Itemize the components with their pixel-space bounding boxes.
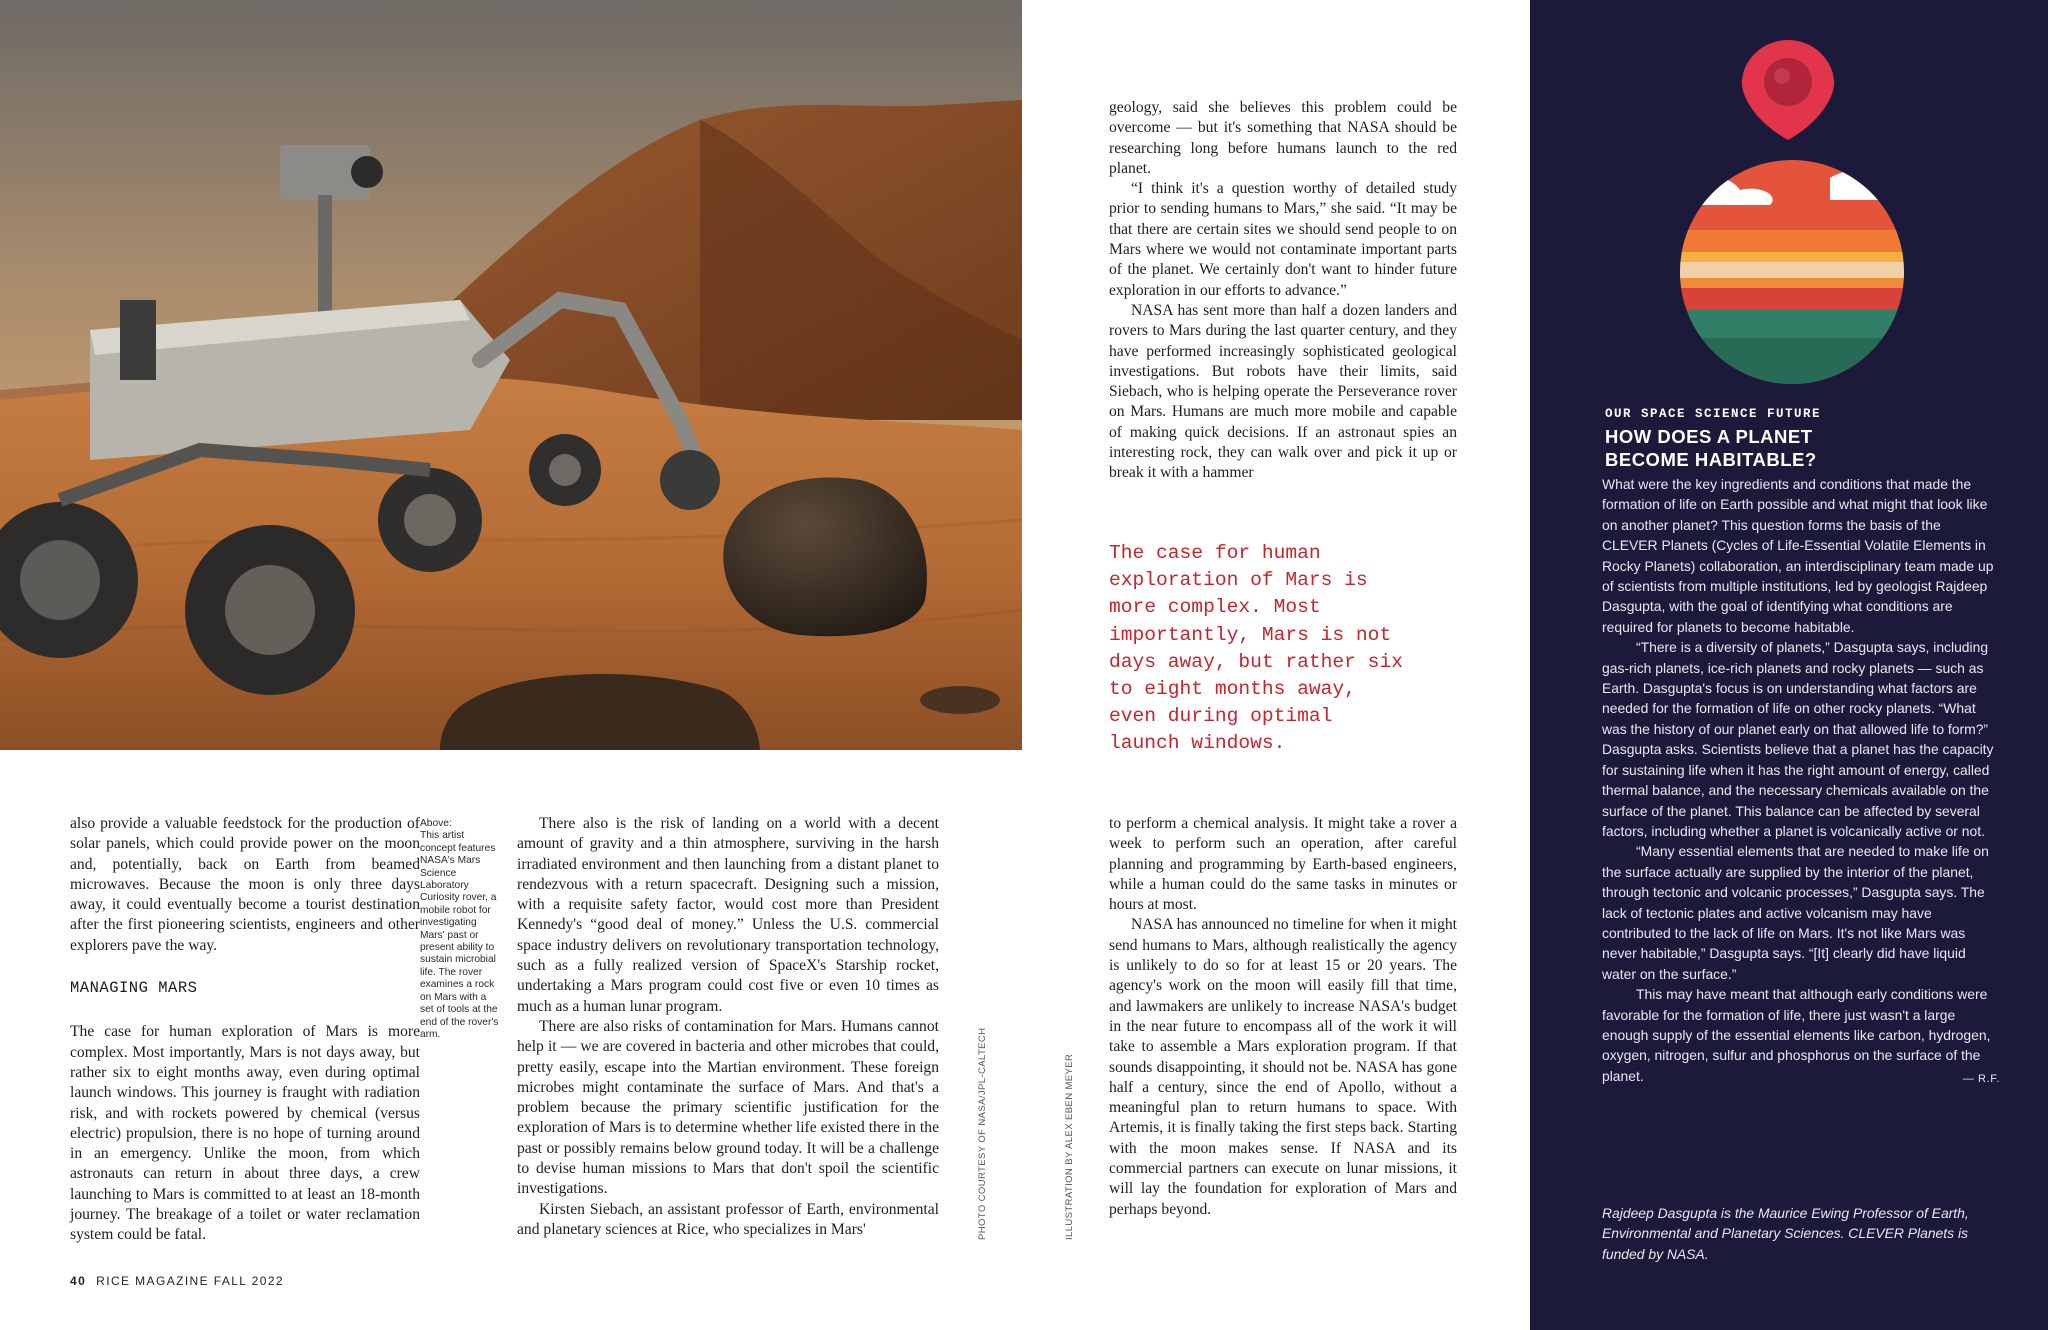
paragraph: “There is a diversity of planets,” Dasgupta says, including gas-rich planets, ice-rich planets and rocky planets — such as Earth. Dasgupta's focus is on understanding what factors are needed for the formation of life on other rocky planets. “What was the history of our planet early on that allowed life to form?” Dasgupta asks. Scientists believe that a planet has the capacity for sustaining life when it has the right amount of energy, called thermal balance, and the necessary chemicals available on the surface of the planet. This balance can be affected by several factors, including whether a planet is volcanically active or not. — [1602, 639, 1994, 839]
paragraph: NASA has sent more than half a dozen landers and rovers to Mars during the last quarter century, and they have performed increasingly sophisticated geological investigations. But robots have their limits, said Siebach, who is helping operate the Perseverance rover on Mars. Humans are much more mobile and capable of making quick decisions. If an astronaut spies an interesting rock, they can walk over and pick it up or break it with a hammer — [1109, 301, 1457, 482]
paragraph: geology, said she believes this problem could be overcome — but it's something that NASA should be researching long before humans launch to the red planet. — [1109, 99, 1457, 177]
sidebar-title-line: HOW DOES A PLANET — [1605, 426, 1813, 447]
rover-photo — [0, 0, 1022, 750]
paragraph: “Many essential elements that are needed to make life on the surface actually are supplied by the interior of the planet, through tectonic and volcanic processes,” Dasgupta says. The lack of tectonic plates and active volcanism may have contributed to the lack of life on Mars. It's not like Mars was never habitable,” Dasgupta says. “[It] clearly did have liquid water on the surface.” — [1602, 843, 1989, 982]
sidebar-bio: Rajdeep Dasgupta is the Maurice Ewing Professor of Earth, Environmental and Planetary Sciences. CLEVER Planets is funded by NASA. — [1602, 1205, 1969, 1262]
map-pin-icon — [1742, 40, 1834, 140]
publication-name: RICE MAGAZINE FALL 2022 — [96, 1274, 284, 1288]
caption-text: This artist concept features NASA's Mars Science Laboratory Curiosity rover, a mobile robot for investigating Mars' past or present ability to sustain microbial life. The rover examines a rock on Mars with a set of tools at the end of the rover's arm. — [420, 830, 499, 1040]
photo-credit: PHOTO COURTESY OF NASA/JPL-CALTECH — [977, 1027, 988, 1240]
paragraph: also provide a valuable feedstock for the production of solar panels, which could provide power on the moon and, potentially, back on Earth from beamed microwaves. Because the moon is only three days away, it could eventually become a tourist destination after the first pioneering scientists, engineers and other explorers pave the way. — [70, 815, 420, 954]
paragraph: to perform a chemical analysis. It might take a rover a week to perform such an operation, after careful planning and programming by Earth-based engineers, while a human could do the same tasks in minutes or hours at most. — [1109, 815, 1457, 914]
sidebar-kicker: OUR SPACE SCIENCE FUTURE — [1605, 407, 1822, 421]
section-heading: MANAGING MARS — [70, 979, 198, 998]
body-column-2 — [517, 814, 939, 1240]
body-column-3-bottom — [1109, 814, 1457, 1220]
paragraph — [1602, 984, 2000, 1086]
paragraph: NASA has announced no timeline for when it might send humans to Mars, although realistically the agency is unlikely to do so for at least 15 or 20 years. The agency's work on the moon will easily fill that time, and lawmakers are unlikely to increase NASA's budget in the near future to encompass all of the work it will take to assemble a Mars exploration program. If that sounds disappointing, it should not be. NASA has gone half a century, since the end of Apollo, without a meaningful plan to return humans to space. With Artemis, it is finally taking the first steps back. Starting with the moon makes sense. If NASA and its commercial partners can execute on lunar missions, it will lay the foundation for exploration of Mars and perhaps beyond. — [1109, 916, 1457, 1218]
rover-illustration — [0, 0, 1022, 750]
paragraph: There also is the risk of landing on a world with a decent amount of gravity and a thin atmosphere, surviving in the harsh irradiated environment and then launching from a distant planet to rendezvous with a return spacecraft. Designing such a mission, with a requisite safety factor, would cost more than President Kennedy's “good deal of money.” Unless the U.S. commercial space industry delivers on revolutionary transportation technology, such as a fully realized version of SpaceX's Starship rocket, undertaking a Mars program could cost five or even 10 times as much as a human lunar program. — [517, 815, 939, 1015]
planet-illustration — [1530, 0, 2048, 400]
page-folio — [70, 1274, 284, 1288]
sidebar-body — [1602, 474, 2000, 1089]
pull-quote — [1109, 540, 1409, 758]
paragraph: What were the key ingredients and conditions that made the formation of life on Earth possible and what might that look like on another planet? This question forms the basis of the CLEVER Planets (Cycles of Life-Essential Volatile Elements in Rocky Planets) collaboration, an interdisciplinary team made up of scientists from multiple institutions, led by geologist Rajdeep Dasgupta, with the goal of identifying what conditions are required for planets to become habitable. — [1602, 476, 1994, 635]
paragraph-text: This may have meant that although early conditions were favorable for the formation of life, there just wasn't a large enough supply of the essential elements like carbon, hydrogen, oxygen, nitrogen, sulfur and phosphorus on the surface of the planet. — [1602, 986, 1991, 1084]
sidebar-title-line: BECOME HABITABLE? — [1605, 449, 1817, 470]
paragraph: “I think it's a question worthy of detailed study prior to sending humans to Mars,” she said. “It may be that there are certain sites we should send people to on Mars where we would not contaminate important parts of the planet. We certainly don't want to hinder future exploration in our efforts to advance.” — [1109, 180, 1457, 299]
body-column-3-top — [1109, 98, 1457, 484]
paragraph: There are also risks of contamination for Mars. Humans cannot help it — we are covered in bacteria and other microbes that could, pretty easily, escape into the Martian environment. These foreign microbes might contaminate the surface of Mars. And that's a problem because the primary scientific justification for the exploration of Mars is to determine whether life existed there in the past or possibly remains below ground today. It will be a challenge to devise human missions to Mars that don't spoil the scientific investigations. — [517, 1017, 939, 1198]
sidebar-title — [1605, 425, 2005, 471]
planet-icon — [1670, 150, 1920, 400]
paragraph: Kirsten Siebach, an assistant professor of Earth, environmental and planetary sciences at Rice, who specializes in Mars' — [517, 1200, 939, 1238]
paragraph: The case for human exploration of Mars is more complex. Most importantly, Mars is not days away, but rather six to eight months away, even during optimal launch windows. This journey is fraught with radiation risk, and with rockets powered by chemical (versus electric) propulsion, there is no hope of turning around in an emergency. Unlike the moon, from which astronauts can return in about three days, a crew launching to Mars is committed to at least an 18-month journey. The breakage of a toilet or water reclamation system could be fatal. — [70, 1023, 420, 1244]
pull-quote-text: The case for human exploration of Mars is more complex. Most importantly, Mars is not days away, but rather six to eight months away, even during optimal launch windows. — [1109, 542, 1403, 755]
author-initials: — R.F. — [1962, 1072, 2000, 1085]
illustration-credit: ILLUSTRATION BY ALEX EBEN MEYER — [1064, 1053, 1075, 1240]
photo-caption — [420, 818, 500, 1041]
caption-label: Above: — [420, 818, 452, 829]
body-column-1 — [70, 814, 420, 1246]
page-number: 40 — [70, 1274, 87, 1288]
sidebar-panel — [1530, 0, 2048, 1330]
